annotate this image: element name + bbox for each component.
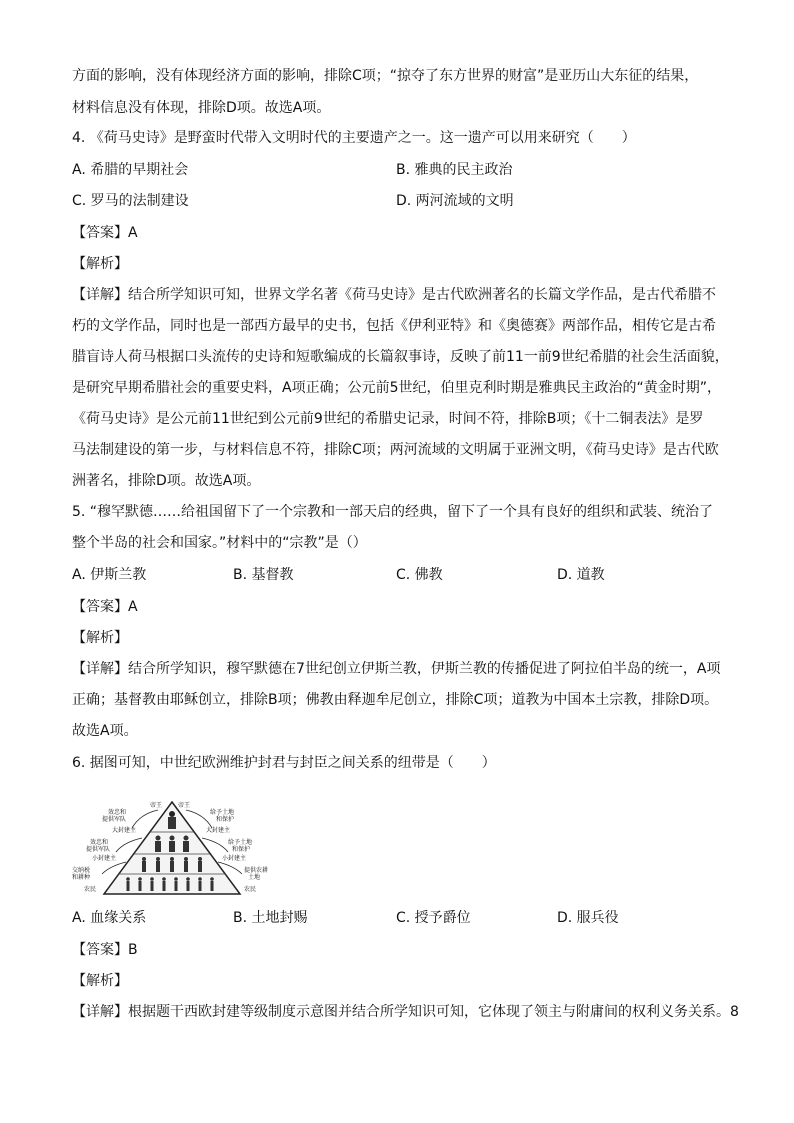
q4-option-b: B. 雅典的民主政治: [396, 162, 513, 178]
label-left-mid: 效忠和: [90, 839, 109, 846]
label-left-bot: 交纳税: [72, 867, 91, 874]
question-5-stem-1: 5. “穆罕默德……给祖国留下了一个宗教和一部天启的经典，留下了一个具有良好的组织和武装、统治了: [72, 504, 714, 520]
label-right-top: 给予土地: [210, 809, 235, 816]
label-peasant-right: 农民: [244, 886, 257, 893]
question-4-stem: 4. 《荷马史诗》是野蛮时代带入文明时代的主要遗产之一。这一遗产可以用来研究（ ）: [72, 130, 636, 146]
label-peasant-left: 农民: [84, 886, 97, 893]
q4-detail-line-3: 腊盲诗人荷马根据口头流传的史诗和短歌编成的长篇叙事诗，反映了前11一前9世纪希腊的社会生活面貌，: [72, 349, 729, 365]
q5-detail-line-2: 正确；基督教由耶稣创立，排除B项；佛教由释迦牟尼创立，排除C项；道教为中国本土宗教，排除D项。: [72, 692, 719, 708]
q6-option-d: D. 服兵役: [557, 910, 619, 926]
feudal-pyramid-svg: [72, 798, 272, 898]
q5-detail-line-3: 故选A项。: [72, 723, 138, 739]
label-right-bot: 提供农耕: [244, 867, 269, 874]
label-left-mid-2: 提供军队: [86, 846, 111, 853]
q5-detail-line-1: 【详解】结合所学知识，穆罕默德在7世纪创立伊斯兰教，伊斯兰教的传播促进了阿拉伯半岛的统一，A项: [72, 661, 721, 677]
q4-detail-line-4: 是研究早期希腊社会的重要史料，A项正确；公元前5世纪，伯里克利时期是雅典民主政治的“黄金时期”，: [72, 380, 721, 396]
text-line-1: 方面的影响，没有体现经济方面的影响，排除C项；“掠夺了东方世界的财富”是亚历山大东征的结果，: [72, 68, 699, 84]
label-big-lord-right: 大封建主: [206, 827, 231, 834]
question-6-stem: 6. 据图可知，中世纪欧洲维护封君与封臣之间关系的纽带是（ ）: [72, 755, 496, 771]
label-right-top-2: 和保护: [216, 816, 235, 823]
q4-detail-line-6: 马法制建设的第一步，与材料信息不符，排除C项；两河流域的文明属于亚洲文明，《荷马史诗》是古代欧: [72, 442, 719, 458]
q4-detail-line-1: 【详解】结合所学知识可知，世界文学名著《荷马史诗》是古代欧洲著名的长篇文学作品，是古代希腊不: [72, 287, 716, 303]
label-right-mid-2: 和保护: [232, 846, 251, 853]
q5-option-b: B. 基督教: [233, 567, 294, 583]
label-right-mid: 给予土地: [228, 839, 253, 846]
q6-detail-line-1: 【详解】根据题干西欧封建等级制度示意图并结合所学知识可知，它体现了领主与附庸间的权利义务关系。8: [72, 1004, 739, 1020]
q5-analysis-heading: 【解析】: [72, 630, 128, 646]
label-right-bot-2: 土地: [248, 874, 261, 881]
label-left-top: 效忠和: [108, 809, 127, 816]
q4-detail-line-2: 朽的文学作品，同时也是一部西方最早的史书，包括《伊利亚特》和《奥德赛》两部作品，相传它是古希: [72, 318, 716, 334]
king-figure-icon: [168, 811, 176, 829]
label-king-right: 帝王: [178, 802, 191, 809]
q4-answer: 【答案】A: [72, 225, 138, 241]
label-big-lord-left: 大封建主: [112, 827, 137, 834]
q6-option-b: B. 土地封赐: [233, 910, 308, 926]
q5-option-d: D. 道教: [557, 567, 605, 583]
question-5-stem-2: 整个半岛的社会和国家。”材料中的“宗教”是（）: [72, 535, 367, 551]
q6-option-c: C. 授予爵位: [396, 910, 471, 926]
q4-detail-line-5: 《荷马史诗》是公元前11世纪到公元前9世纪的希腊史记录，时间不符，排除B项；《十二铜表法》是罗: [72, 411, 704, 427]
label-left-top-2: 提供军队: [102, 816, 127, 823]
q4-option-c: C. 罗马的法制建设: [72, 193, 189, 209]
feudal-hierarchy-diagram: [72, 798, 272, 898]
q4-detail-line-7: 洲著名，排除D项。故选A项。: [72, 473, 261, 489]
q5-option-c: C. 佛教: [396, 567, 443, 583]
q4-option-a: A. 希腊的早期社会: [72, 162, 189, 178]
label-king-left: 帝王: [150, 802, 163, 809]
label-left-bot-2: 和耕种: [72, 874, 91, 881]
q5-option-a: A. 伊斯兰教: [72, 567, 147, 583]
q5-answer: 【答案】A: [72, 599, 138, 615]
big-lord-figures-icon: [155, 836, 189, 853]
label-small-lord-right: 小封建主: [222, 855, 247, 862]
label-small-lord-left: 小封建主: [92, 855, 117, 862]
q6-option-a: A. 血缘关系: [72, 910, 147, 926]
text-line-2: 材料信息没有体现，排除D项。故选A项。: [72, 100, 331, 116]
q4-option-d: D. 两河流域的文明: [396, 193, 514, 209]
q4-analysis-heading: 【解析】: [72, 256, 128, 272]
q6-analysis-heading: 【解析】: [72, 973, 128, 989]
q6-answer: 【答案】B: [72, 942, 138, 958]
